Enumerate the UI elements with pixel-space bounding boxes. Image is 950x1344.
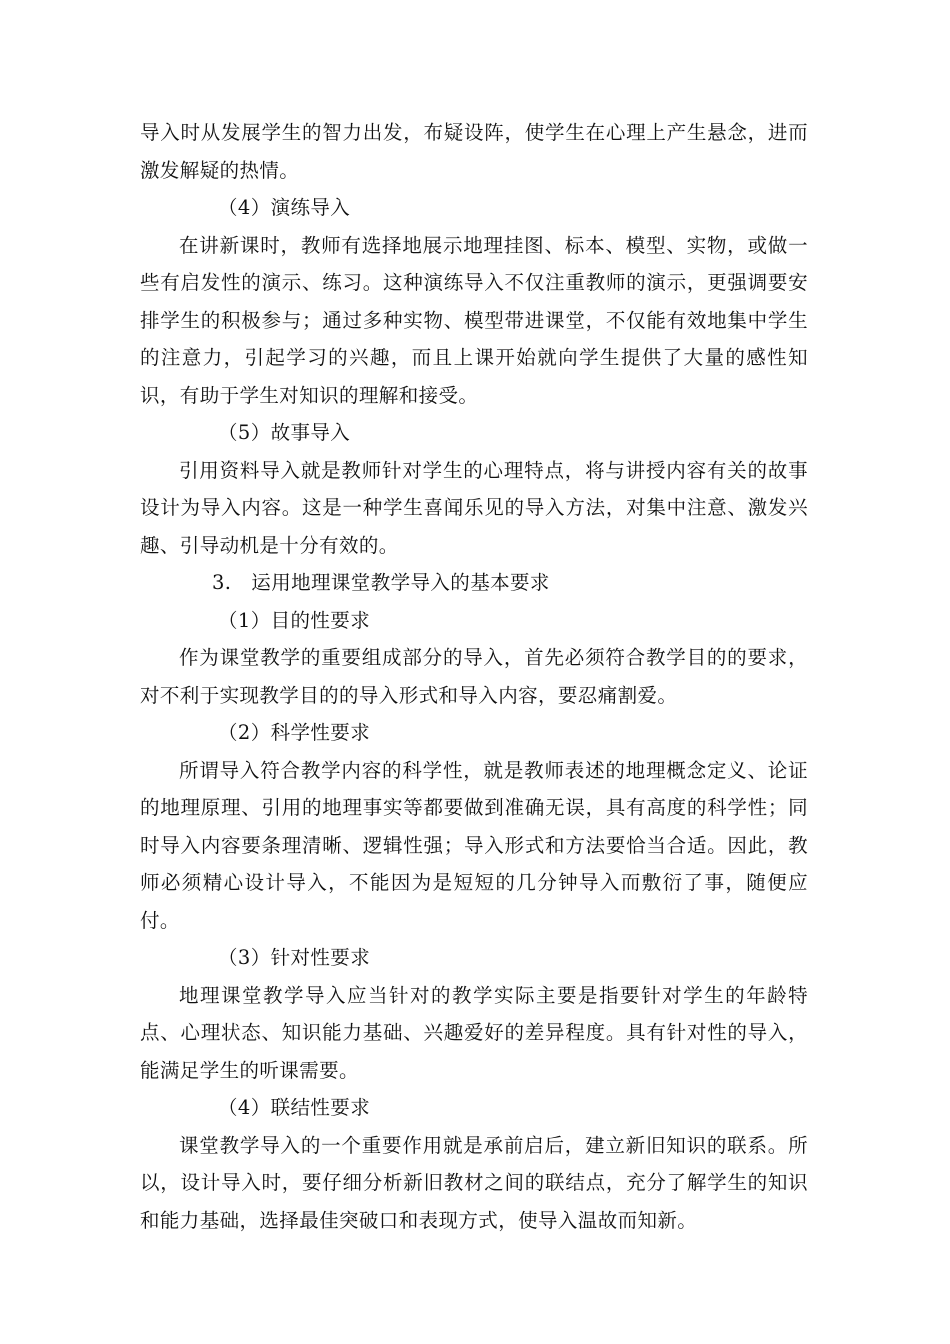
paragraph-connection: 课堂教学导入的一个重要作用就是承前启后，建立新旧知识的联系。所以，设计导入时，要仔细分析新旧教材之间的联结点，充分了解学生的知识和能力基础，选择最佳突破口和表现方式，使导入温故而知新。 <box>140 1133 808 1232</box>
subheading-connection: （4）联结性要求 <box>218 1096 371 1119</box>
paragraph-scientific: 所谓导入符合教学内容的科学性，就是教师表述的地理概念定义、论证的地理原理、引用的地理事实等都要做到准确无误，具有高度的科学性；同时导入内容要条理清晰、逻辑性强；导入形式和方法要恰当合适。因此，教师必须精心设计导入，不能因为是短短的几分钟导入而敷衍了事，随便应付。 <box>140 758 808 932</box>
paragraph-purpose: 作为课堂教学的重要组成部分的导入，首先必须符合教学目的的要求，对不利于实现教学目的的导入形式和导入内容，要忍痛割爱。 <box>140 646 808 707</box>
paragraph-drill-intro: 在讲新课时，教师有选择地展示地理挂图、标本、模型、实物，或做一些有启发性的演示、练习。这种演练导入不仅注重教师的演示，更强调要安排学生的积极参与；通过多种实物、模型带进课堂，不仅能有效地集中学生的注意力，引起学习的兴趣，而且上课开始就向学生提供了大量的感性知识，有助于学生对知识的理解和接受。 <box>140 233 808 407</box>
subheading-purpose: （1）目的性要求 <box>218 608 371 632</box>
subheading-scientific: （2）科学性要求 <box>218 721 371 744</box>
section-heading-requirements: 3. 运用地理课堂教学导入的基本要求 <box>212 571 550 594</box>
paragraph-continuation: 导入时从发展学生的智力出发，布疑设阵，使学生在心理上产生悬念，进而激发解疑的热情。 <box>140 121 808 182</box>
paragraph-story-intro: 引用资料导入就是教师针对学生的心理特点，将与讲授内容有关的故事设计为导入内容。这是一种学生喜闻乐见的导入方法，对集中注意、激发兴趣、引导动机是十分有效的。 <box>140 458 808 557</box>
subheading-drill-intro: （4）演练导入 <box>218 196 351 219</box>
subheading-story-intro: （5）故事导入 <box>218 421 351 444</box>
subheading-targeted: （3）针对性要求 <box>218 946 371 969</box>
document-body <box>140 114 808 1239</box>
paragraph-targeted: 地理课堂教学导入应当针对的教学实际主要是指要针对学生的年龄特点、心理状态、知识能力基础、兴趣爱好的差异程度。具有针对性的导入，能满足学生的听课需要。 <box>140 983 808 1082</box>
